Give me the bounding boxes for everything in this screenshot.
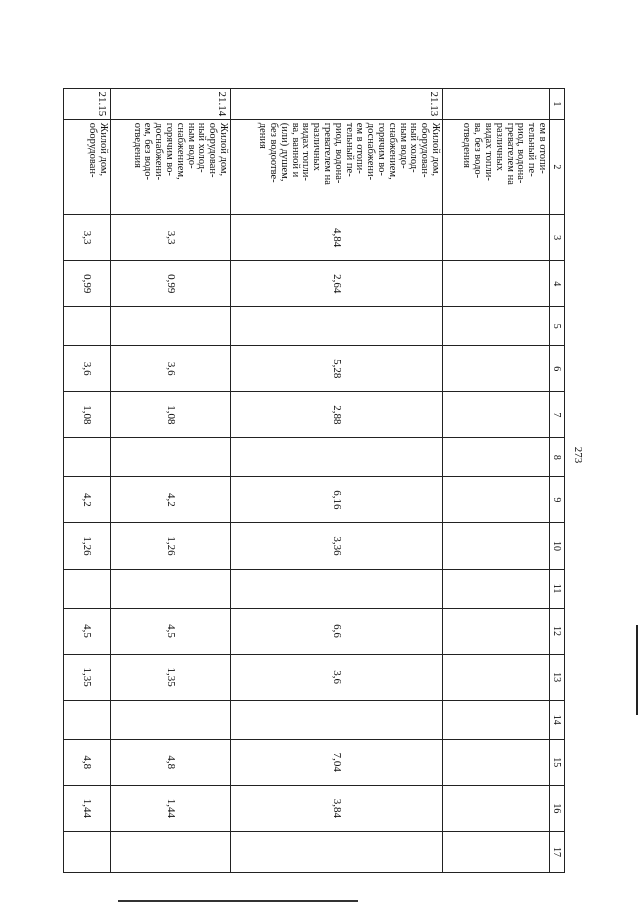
table-row bbox=[64, 89, 111, 873]
value-cell bbox=[64, 831, 111, 872]
value-cell: 1,35 bbox=[111, 654, 231, 700]
value-cell: 5,28 bbox=[231, 346, 443, 392]
value-cell: 1,26 bbox=[64, 523, 111, 569]
value-cell: 4,2 bbox=[111, 477, 231, 523]
value-cell bbox=[64, 307, 111, 346]
value-cell bbox=[111, 438, 231, 477]
value-cell bbox=[443, 831, 550, 872]
rotated-table-wrapper bbox=[65, 88, 565, 873]
value-cell: 0,99 bbox=[111, 261, 231, 307]
value-cell: 2,64 bbox=[231, 261, 443, 307]
col-header: 11 bbox=[550, 569, 565, 608]
value-cell: 4,8 bbox=[111, 739, 231, 785]
value-cell: 4,84 bbox=[231, 215, 443, 261]
value-cell: 1,08 bbox=[111, 392, 231, 438]
value-cell bbox=[443, 700, 550, 739]
row-code: 21.15 bbox=[64, 89, 111, 120]
value-cell: 6,16 bbox=[231, 477, 443, 523]
col-header: 10 bbox=[550, 523, 565, 569]
value-cell: 0,99 bbox=[64, 261, 111, 307]
value-cell: 1,35 bbox=[64, 654, 111, 700]
value-cell bbox=[231, 307, 443, 346]
table-row bbox=[111, 89, 231, 873]
value-cell: 1,44 bbox=[111, 785, 231, 831]
value-cell bbox=[111, 569, 231, 608]
col-header: 17 bbox=[550, 831, 565, 872]
value-cell: 7,04 bbox=[231, 739, 443, 785]
value-cell bbox=[64, 438, 111, 477]
value-cell bbox=[443, 215, 550, 261]
col-header: 1 bbox=[550, 89, 565, 120]
value-cell bbox=[64, 700, 111, 739]
value-cell bbox=[64, 569, 111, 608]
row-description: Жилой дом, оборудован- ный холод- ным водо- снабжением, горячим во- доснабжени- ем в отопи- тельный пе- риод, водона- гревателем на различных видах топли- ва, ванной и (или) душем, без водоотве- дения bbox=[231, 119, 443, 214]
value-cell bbox=[443, 785, 550, 831]
value-cell bbox=[443, 392, 550, 438]
value-cell: 3,6 bbox=[111, 346, 231, 392]
row-code: 21.13 bbox=[231, 89, 443, 120]
col-header: 7 bbox=[550, 392, 565, 438]
row-code: 21.14 bbox=[111, 89, 231, 120]
value-cell bbox=[443, 654, 550, 700]
col-header: 12 bbox=[550, 608, 565, 654]
value-cell bbox=[231, 438, 443, 477]
value-cell: 3,3 bbox=[64, 215, 111, 261]
value-cell: 6,6 bbox=[231, 608, 443, 654]
value-cell bbox=[231, 569, 443, 608]
table-row bbox=[231, 89, 443, 873]
tariff-table bbox=[63, 88, 565, 873]
footer-rule bbox=[118, 900, 358, 902]
value-cell bbox=[443, 438, 550, 477]
row-description: ем в отопи- тельный пе- риод, водона- гревателем на различных видах топли- ва, без водо- отведения bbox=[443, 119, 550, 214]
header-row bbox=[550, 89, 565, 873]
value-cell bbox=[111, 307, 231, 346]
value-cell: 4,8 bbox=[64, 739, 111, 785]
col-header: 9 bbox=[550, 477, 565, 523]
value-cell bbox=[443, 608, 550, 654]
value-cell: 3,3 bbox=[111, 215, 231, 261]
col-header: 6 bbox=[550, 346, 565, 392]
col-header: 3 bbox=[550, 215, 565, 261]
row-code bbox=[443, 89, 550, 120]
row-description: Жилой дом, оборудован- ный холод- ным водо- снабжением, горячим во- доснабжени- ем, без водо- отведения bbox=[111, 119, 231, 214]
value-cell: 4,5 bbox=[111, 608, 231, 654]
value-cell bbox=[111, 700, 231, 739]
value-cell: 1,26 bbox=[111, 523, 231, 569]
edge-mark bbox=[636, 625, 638, 715]
col-header: 14 bbox=[550, 700, 565, 739]
value-cell bbox=[443, 477, 550, 523]
table-row bbox=[443, 89, 550, 873]
col-header: 5 bbox=[550, 307, 565, 346]
col-header: 2 bbox=[550, 119, 565, 214]
value-cell bbox=[443, 569, 550, 608]
col-header: 8 bbox=[550, 438, 565, 477]
value-cell: 4,5 bbox=[64, 608, 111, 654]
row-description: Жилой дом, оборудован- bbox=[64, 119, 111, 214]
value-cell: 1,44 bbox=[64, 785, 111, 831]
value-cell bbox=[443, 523, 550, 569]
value-cell: 4,2 bbox=[64, 477, 111, 523]
value-cell bbox=[443, 739, 550, 785]
col-header: 16 bbox=[550, 785, 565, 831]
value-cell: 3,84 bbox=[231, 785, 443, 831]
value-cell bbox=[443, 346, 550, 392]
col-header: 13 bbox=[550, 654, 565, 700]
page-number: 273 bbox=[572, 446, 584, 464]
value-cell bbox=[231, 831, 443, 872]
value-cell: 3,6 bbox=[231, 654, 443, 700]
value-cell bbox=[443, 307, 550, 346]
value-cell: 1,08 bbox=[64, 392, 111, 438]
value-cell bbox=[111, 831, 231, 872]
value-cell bbox=[443, 261, 550, 307]
col-header: 4 bbox=[550, 261, 565, 307]
value-cell: 2,88 bbox=[231, 392, 443, 438]
value-cell bbox=[231, 700, 443, 739]
value-cell: 3,6 bbox=[64, 346, 111, 392]
value-cell: 3,36 bbox=[231, 523, 443, 569]
col-header: 15 bbox=[550, 739, 565, 785]
